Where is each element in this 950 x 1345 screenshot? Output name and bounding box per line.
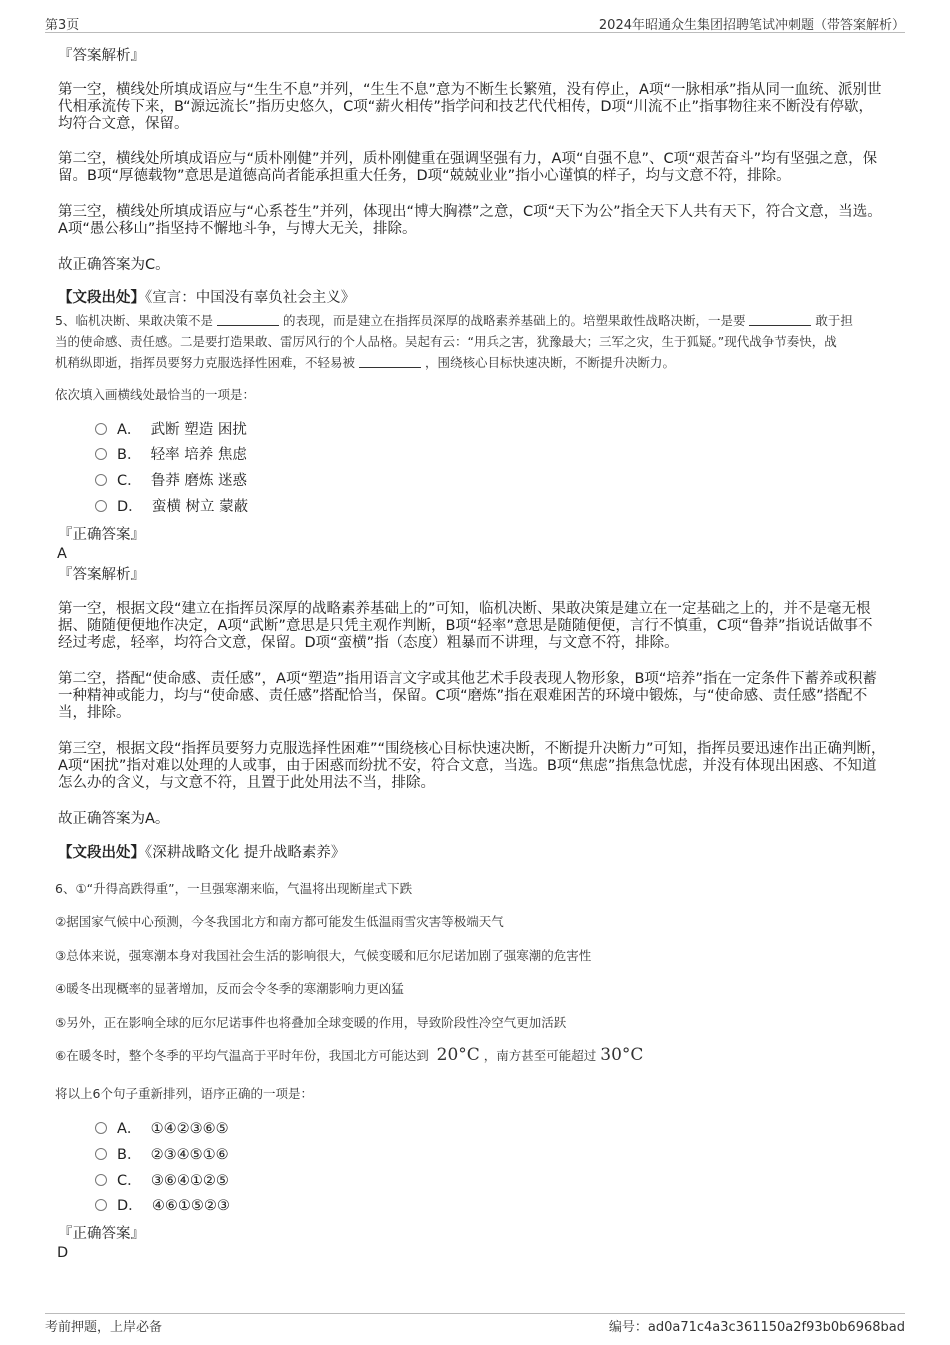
q5-source-label: 【文段出处】 [58, 845, 145, 861]
radio-icon[interactable] [95, 474, 107, 486]
page-header [45, 14, 905, 33]
q6-answer-label: 『正确答案』 [58, 1226, 145, 1242]
q5-analysis-label: 『答案解析』 [58, 567, 145, 583]
q6-option-d[interactable]: D． ④⑥①⑤②③ [95, 1196, 230, 1216]
q6-sentence-5: ⑤另外，正在影响全球的厄尔尼诺事件也将叠加全球变暖的作用，导致阶段性冷空气更加活跃 [55, 1015, 567, 1030]
radio-icon[interactable] [95, 448, 107, 460]
radio-icon[interactable] [95, 1122, 107, 1134]
q5-stem [55, 310, 903, 373]
q6-sentence-3: ③总体来说，强寒潮本身对我国社会生活的影响很大，气候变暖和厄尔尼诺加剧了强寒潮的危害性 [55, 948, 592, 963]
temperature-north: 20°C [436, 1045, 480, 1065]
q6-sentence-2: ②据国家气候中心预测，今冬我国北方和南方都可能发生低温雨雪灾害等极端天气 [55, 914, 504, 929]
radio-icon[interactable] [95, 1199, 107, 1211]
q4-analysis-p1: 第一空，横线处所填成语应与“生生不息”并列，“生生不息”意为不断生长繁殖，没有停止，A项“一脉相承”指从同一血统、派别世代相承流传下来，B“源远流长”指历史悠久，C项“薪火相传”指学问和技艺代代相传，D项“川流不止”指事物往来不断没有停歇，均符合文意，保留。 [58, 82, 882, 132]
q6-answer: D [57, 1245, 69, 1261]
q5-option-c[interactable]: C． 鲁莽 磨炼 迷惑 [95, 471, 247, 491]
q5-conclusion: 故正确答案为A。 [58, 811, 170, 827]
q6-prompt: 将以上6个句子重新排列，语序正确的一项是： [55, 1086, 313, 1101]
q5-source-title: 《深耕战略文化 提升战略素养》 [145, 845, 346, 861]
q5-option-b[interactable]: B． 轻率 培养 焦虑 [95, 445, 247, 465]
radio-icon[interactable] [95, 1174, 107, 1186]
q5-blank-2 [749, 313, 811, 326]
radio-icon[interactable] [95, 423, 107, 435]
q5-option-a[interactable]: A． 武断 塑造 困扰 [95, 420, 247, 440]
temperature-south: 30°C [600, 1045, 644, 1065]
q5-answer: A [57, 546, 67, 562]
q5-analysis-p2: 第二空，搭配“使命感、责任感”，A项“塑造”指用语言文字或其他艺术手段表现人物形象，B项“培养”指在一定条件下蓄养或积蓄一种精神或能力，均与“使命感、责任感”搭配恰当，保留。C项“磨炼”指在艰难困苦的环境中锻炼，与“使命感、责任感”搭配不当，排除。 [58, 671, 877, 721]
page-footer [45, 1313, 905, 1334]
footer-slogan: 考前押题，上岸必备 [45, 1320, 163, 1335]
q5-source [58, 845, 886, 862]
q6-option-c[interactable]: C． ③⑥④①②⑤ [95, 1171, 229, 1191]
q4-source [58, 290, 886, 307]
q5-analysis-p3: 第三空，根据文段“指挥员要努力克服选择性困难”“围绕核心目标快速决断，不断提升决断力”可知，指挥员要迅速作出正确判断，A项“困扰”指对难以处理的人或事，由于困惑而纷扰不安，符合文意，当选。B项“焦虑”指焦急忧虑，并没有体现出困惑、不知道怎么办的含义，与文意不符，且置于此处用法不当，排除。 [58, 741, 886, 791]
q5-stem-line3: 机稍纵即逝，指挥员要努力克服选择性困难，不轻易被 ，围绕核心目标快速决断，不断提升决断力。 [55, 355, 675, 370]
q4-source-title: 《宣言：中国没有辜负社会主义》 [145, 290, 356, 306]
document-title: 2024年昭通众生集团招聘笔试冲刺题（带答案解析） [598, 18, 905, 33]
q5-option-d[interactable]: D． 蛮横 树立 蒙蔽 [95, 497, 248, 517]
q5-blank-1 [217, 313, 279, 326]
q6-sentence-6: ⑥在暖冬时，整个冬季的平均气温高于平时年份，我国北方可能达到 20°C ，南方甚至可能超过 30°C [55, 1045, 644, 1065]
q4-analysis-p2: 第二空，横线处所填成语应与“质朴刚健”并列，质朴刚健重在强调坚强有力，A项“自强不息”、C项“艰苦奋斗”均有坚强之意，保留。B项“厚德载物”意思是道德高尚者能承担重大任务，D项“兢兢业业”指小心谨慎的样子，均与文意不符，排除。 [58, 151, 878, 184]
q6-option-b[interactable]: B． ②③④⑤①⑥ [95, 1145, 229, 1165]
q4-source-label: 【文段出处】 [58, 290, 145, 306]
page-number: 第3页 [45, 18, 80, 33]
q6-sentence-1: 6、①“升得高跌得重”，一旦强寒潮来临，气温将出现断崖式下跌 [55, 881, 413, 896]
radio-icon[interactable] [95, 1148, 107, 1160]
q5-blank-3 [359, 355, 421, 368]
q4-conclusion: 故正确答案为C。 [58, 257, 170, 273]
q5-answer-label: 『正确答案』 [58, 527, 145, 543]
q5-stem-line1: 5、临机决断、果敢决策不是 的表现，而是建立在指挥员深厚的战略素养基础上的。培塑果敢性战略决断，一是要 敢于担 [55, 313, 853, 328]
q6-sentence-4: ④暖冬出现概率的显著增加，反而会令冬季的寒潮影响力更凶猛 [55, 981, 404, 996]
q5-analysis-p1: 第一空，根据文段“建立在指挥员深厚的战略素养基础上的”可知，临机决断、果敢决策是建立在一定基础之上的，并不是毫无根据、随随便便地作决定，A项“武断”意思是只凭主观作判断，B项“轻率”意思是随随便便，言行不慎重，C项“鲁莽”指说话做事不经过考虑，轻率，均符合文意，保留。D项“蛮横”指（态度）粗暴而不讲理，与文意不符，排除。 [58, 601, 873, 651]
radio-icon[interactable] [95, 500, 107, 512]
q6-option-a[interactable]: A． ①④②③⑥⑤ [95, 1119, 229, 1139]
q4-analysis-label: 『答案解析』 [58, 48, 145, 64]
document-code: 编号：ad0a71c4a3c361150a2f93b0b6968bad [608, 1320, 905, 1335]
q5-prompt: 依次填入画横线处最恰当的一项是： [55, 387, 256, 402]
q4-analysis-p3: 第三空，横线处所填成语应与“心系苍生”并列，体现出“博大胸襟”之意，C项“天下为公”指全天下人共有天下，符合文意，当选。A项“愚公移山”指坚持不懈地斗争，与博大无关，排除。 [58, 204, 882, 237]
q5-stem-line2: 当的使命感、责任感。二是要打造果敢、雷厉风行的个人品格。吴起有云：“用兵之害，犹豫最大；三军之灾，生于狐疑。”现代战争节奏快，战 [55, 334, 837, 349]
